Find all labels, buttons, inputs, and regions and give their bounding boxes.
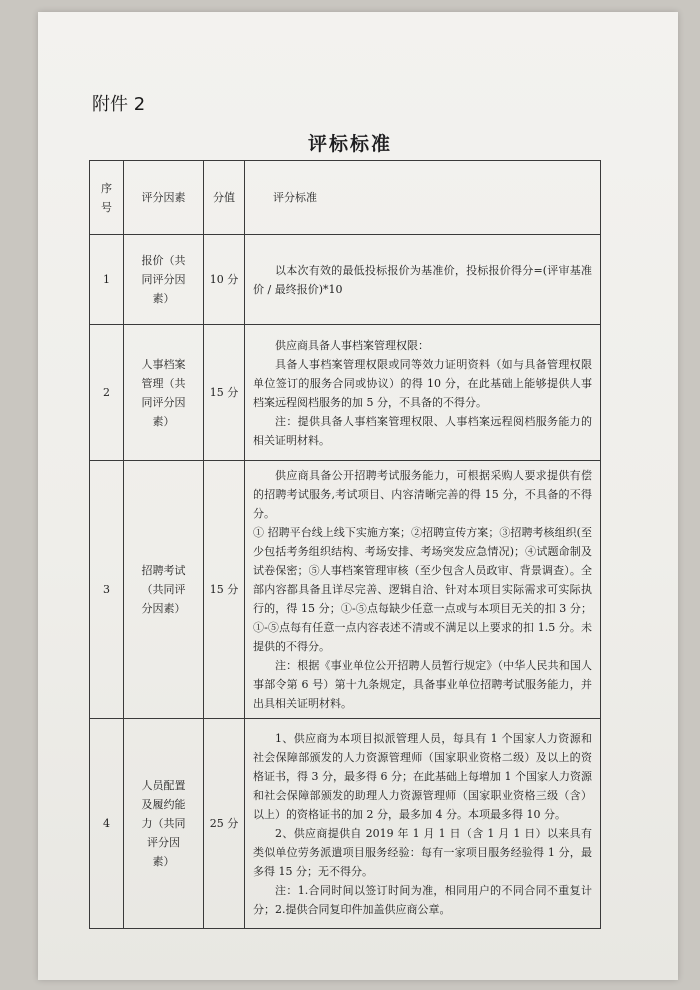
header-factor: 评分因素 [124,161,204,235]
standard-paragraph: 以本次有效的最低投标报价为基准价，投标报价得分=(评审基准价 / 最终报价)*10 [253,263,592,296]
row-score: 25 分 [204,719,245,929]
row-factor: 人员配置 及履约能 力（共同 评分因 素） [124,719,204,929]
row-no: 2 [90,325,124,461]
row-no: 1 [90,235,124,325]
standard-paragraph: 具备人事档案管理权限或同等效力证明资料（如与具备管理权限单位签订的服务合同或协议）的得 10 分，在此基础上能够提供人事档案远程阅档服务的加 5 分，不具备的不得分。 [253,357,592,409]
row-factor: 报价（共 同评分因 素） [124,235,204,325]
standard-paragraph: ① 招聘平台线上线下实施方案；②招聘宣传方案；③招聘考核组织(至少包括考务组织结构、考场安排、考场突发应急情况)；④试题命制及试卷保密；⑤人事档案管理审核（至少包含人员政审、背景调查）。全部内容都具备且详尽完善、逻辑自洽、针对本项目实际需求可实际执行的，得 15 分；①-⑤点每缺少任意一点或与本项目无关的扣 3 分；①-⑤点每有任意一点内容表述不清或不满足以上要求的扣 1.5 分。未提供的不得分。 [253,526,592,653]
attachment-label: 附件 2 [92,94,146,115]
standard-paragraph: 注：提供具备人事档案管理权限、人事档案远程阅档服务能力的相关证明材料。 [253,414,592,447]
standard-paragraph: 供应商具备人事档案管理权限： [275,338,429,352]
row-no: 3 [90,461,124,719]
row-standard [245,235,601,325]
header-score: 分值 [204,161,245,235]
row-no: 4 [90,719,124,929]
row-score: 10 分 [204,235,245,325]
standard-paragraph: 1、供应商为本项目拟派管理人员，每具有 1 个国家人力资源和社会保障部颁发的人力资源管理师（国家职业资格二级）及以上的资格证书，得 3 分，最多得 6 分；在此基础上每增加 1 个国家人力资源和社会保障部颁发的助理人力资源管理师（国家职业资格三级（含）以上）的资格证书的加 2 分，最多加 4 分。本项最多得 10 分。 [253,731,592,821]
table-row [90,461,601,719]
table-row [90,325,601,461]
row-score: 15 分 [204,325,245,461]
standard-paragraph: 注：1.合同时间以签订时间为准，相同用户的不同合同不重复计分；2.提供合同复印件加盖供应商公章。 [253,883,592,916]
row-factor: 招聘考试 （共同评 分因素） [124,461,204,719]
row-score: 15 分 [204,461,245,719]
row-standard [245,719,601,929]
row-factor: 人事档案 管理（共 同评分因 素） [124,325,204,461]
header-standard: 评分标准 [245,161,601,235]
scoring-table [89,160,601,929]
standard-paragraph: 2、供应商提供自 2019 年 1 月 1 日（含 1 月 1 日）以来具有类似单位劳务派遣项目服务经验：每有一家项目服务经验得 1 分，最多得 15 分；无不得分。 [253,826,592,878]
table-row [90,235,601,325]
table-header-row [90,161,601,235]
row-standard [245,325,601,461]
header-no: 序 号 [90,161,124,235]
standard-paragraph: 注：根据《事业单位公开招聘人员暂行规定》（中华人民共和国人事部令第 6 号）第十九条规定，具备事业单位招聘考试服务能力，并出具相关证明材料。 [253,659,592,710]
standard-paragraph: 供应商具备公开招聘考试服务能力，可根据采购人要求提供有偿的招聘考试服务,考试项目、内容清晰完善的得 15 分，不具备的不得分。 [253,469,592,520]
page-title: 评标标准 [307,133,392,155]
row-standard [245,461,601,719]
table-row [90,719,601,929]
